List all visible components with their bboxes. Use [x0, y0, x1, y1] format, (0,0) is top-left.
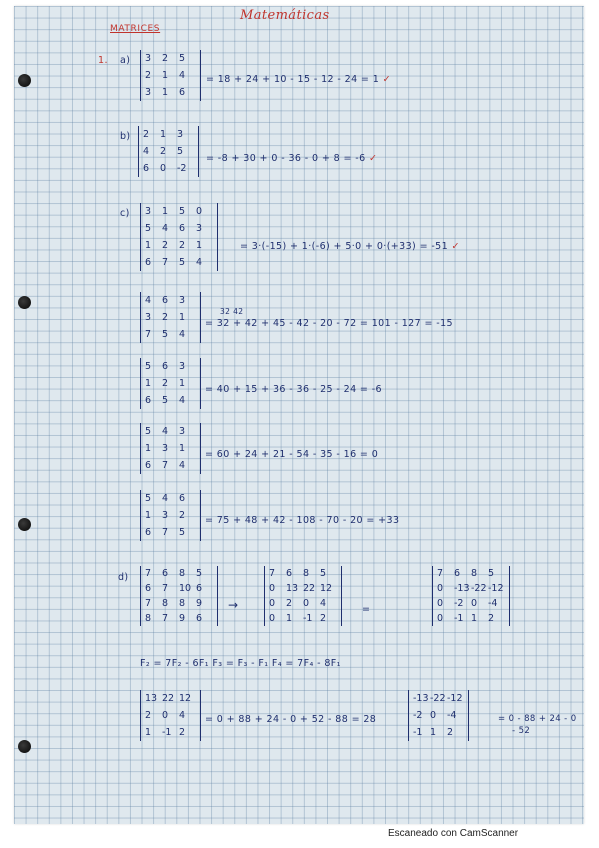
matrix-cell: 3	[196, 223, 203, 234]
scanner-watermark: Escaneado con CamScanner	[388, 828, 519, 839]
matrix-cell: 0	[437, 583, 444, 594]
matrix-row	[145, 440, 196, 457]
matrix-cell: 5	[145, 426, 152, 437]
matrix-cell: 3	[177, 129, 184, 140]
matrix-row	[145, 84, 196, 101]
matrix-cell: -13	[413, 693, 429, 704]
part-d-matrix-2	[264, 566, 342, 626]
matrix-row	[269, 611, 337, 626]
matrix-cell: -1	[303, 613, 313, 624]
matrix-cell: 3	[145, 53, 152, 64]
matrix-cell: 7	[437, 568, 444, 579]
matrix-row	[413, 724, 464, 741]
matrix-cell: 3	[145, 87, 152, 98]
matrix-cell: -22	[471, 583, 487, 594]
matrix-cell: 5	[179, 206, 186, 217]
matrix-cell: 6	[454, 568, 461, 579]
matrix-cell: 6	[286, 568, 293, 579]
matrix-cell: -4	[447, 710, 457, 721]
part-c-result: = 3·(-15) + 1·(-6) + 5·0 + 0·(+33) = -51 ✓	[240, 241, 460, 252]
binder-hole	[18, 296, 31, 309]
matrix-cell: 9	[179, 613, 186, 624]
matrix-row	[145, 707, 196, 724]
matrix-row	[145, 423, 196, 440]
matrix-cell: 2	[143, 129, 150, 140]
binder-hole	[18, 74, 31, 87]
matrix-cell: 5	[145, 493, 152, 504]
matrix-cell: -12	[488, 583, 504, 594]
matrix-cell: 6	[145, 395, 152, 406]
matrix-cell: 7	[162, 527, 169, 538]
matrix-cell: 1	[145, 240, 152, 251]
matrix-cell: 2	[162, 312, 169, 323]
matrix-row	[145, 254, 213, 271]
equals-sign: =	[362, 604, 371, 615]
matrix-cell: 7	[162, 583, 169, 594]
matrix-cell: 22	[303, 583, 316, 594]
matrix-cell: 6	[179, 87, 186, 98]
matrix-cell: 0	[437, 598, 444, 609]
matrix-cell: 0	[269, 598, 276, 609]
matrix-cell: 6	[162, 295, 169, 306]
matrix-row	[437, 611, 505, 626]
matrix-row	[145, 392, 196, 409]
matrix-row	[143, 126, 194, 143]
matrix-cell: 4	[320, 598, 327, 609]
matrix-row	[145, 237, 213, 254]
matrix-row	[145, 611, 213, 626]
matrix-cell: 1	[162, 70, 169, 81]
matrix-cell: 3	[145, 312, 152, 323]
part-d-matrix-1	[140, 566, 218, 626]
matrix-cell: 1	[145, 443, 152, 454]
matrix-cell: 2	[488, 613, 495, 624]
matrix-row	[145, 566, 213, 581]
matrix-cell: 0	[430, 710, 437, 721]
minor-1-result: = 32 + 42 + 45 - 42 - 20 - 72 = 101 - 127 = -15	[205, 318, 453, 329]
matrix-cell: 6	[162, 361, 169, 372]
matrix-cell: 6	[179, 493, 186, 504]
matrix-cell: 2	[162, 53, 169, 64]
matrix-cell: 0	[160, 163, 167, 174]
matrix-cell: 5	[145, 361, 152, 372]
matrix-cell: 1	[145, 510, 152, 521]
matrix-cell: 5	[179, 53, 186, 64]
check-mark: ✓	[382, 74, 391, 85]
matrix-cell: 22	[162, 693, 175, 704]
arrow-icon: →	[228, 598, 239, 612]
minor-3-result: = 60 + 24 + 21 - 54 - 35 - 16 = 0	[205, 449, 379, 460]
matrix-row	[145, 309, 196, 326]
matrix-cell: 6	[145, 527, 152, 538]
matrix-cell: 2	[447, 727, 454, 738]
matrix-cell: 7	[145, 329, 152, 340]
matrix-cell: 3	[179, 361, 186, 372]
matrix-row	[145, 457, 196, 474]
matrix-cell: 13	[286, 583, 299, 594]
matrix-cell: 1	[162, 206, 169, 217]
matrix-cell: 7	[162, 257, 169, 268]
matrix-row	[145, 524, 196, 541]
matrix-row	[269, 596, 337, 611]
matrix-cell: -12	[447, 693, 463, 704]
matrix-cell: 1	[179, 312, 186, 323]
matrix-cell: -4	[488, 598, 498, 609]
matrix-cell: 4	[179, 329, 186, 340]
matrix-cell: 1	[286, 613, 293, 624]
matrix-cell: 0	[437, 613, 444, 624]
matrix-cell: 12	[320, 583, 333, 594]
matrix-cell: 7	[145, 568, 152, 579]
matrix-cell: 13	[145, 693, 158, 704]
matrix-cell: 8	[179, 568, 186, 579]
matrix-cell: 2	[320, 613, 327, 624]
matrix-cell: 7	[145, 598, 152, 609]
matrix-cell: 2	[160, 146, 167, 157]
matrix-cell: 2	[179, 727, 186, 738]
part-d-minor-2-result: = 0 - 88 + 24 - 0	[498, 714, 577, 724]
matrix-cell: 1	[471, 613, 478, 624]
matrix-cell: -2	[413, 710, 423, 721]
matrix-row	[145, 690, 196, 707]
matrix-row	[413, 707, 464, 724]
matrix-row	[145, 358, 196, 375]
matrix-cell: 7	[162, 613, 169, 624]
matrix-cell: -2	[454, 598, 464, 609]
matrix-cell: 8	[162, 598, 169, 609]
matrix-cell: 12	[179, 693, 192, 704]
matrix-cell: 5	[196, 568, 203, 579]
matrix-cell: 3	[179, 295, 186, 306]
part-d-minor-1-result: = 0 + 88 + 24 - 0 + 52 - 88 = 28	[205, 714, 377, 725]
matrix-cell: 0	[471, 598, 478, 609]
part-a-result: = 18 + 24 + 10 - 15 - 12 - 24 = 1 ✓	[206, 74, 391, 85]
matrix-cell: 4	[179, 710, 186, 721]
matrix-cell: 1	[430, 727, 437, 738]
matrix-cell: 6	[162, 568, 169, 579]
matrix-cell: 1	[160, 129, 167, 140]
matrix-cell: 5	[488, 568, 495, 579]
matrix-cell: -1	[454, 613, 464, 624]
matrix-row	[437, 596, 505, 611]
matrix-cell: 1	[145, 378, 152, 389]
matrix-row	[145, 507, 196, 524]
matrix-cell: 8	[145, 613, 152, 624]
matrix-cell: 0	[269, 613, 276, 624]
matrix-cell: 4	[162, 426, 169, 437]
minor-matrix-4	[140, 490, 201, 541]
part-d-label: d)	[118, 572, 129, 583]
matrix-cell: 2	[145, 710, 152, 721]
matrix-cell: 5	[162, 329, 169, 340]
matrix-cell: 6	[145, 257, 152, 268]
matrix-cell: 4	[179, 460, 186, 471]
matrix-row	[143, 143, 194, 160]
minor-matrix-2	[140, 358, 201, 409]
matrix-cell: 2	[145, 70, 152, 81]
matrix-cell: 1	[196, 240, 203, 251]
matrix-cell: 2	[162, 240, 169, 251]
matrix-cell: 6	[196, 583, 203, 594]
matrix-cell: 5	[177, 146, 184, 157]
matrix-cell: 0	[162, 710, 169, 721]
matrix-row	[145, 67, 196, 84]
matrix-cell: 3	[145, 206, 152, 217]
matrix-row	[269, 566, 337, 581]
matrix-cell: -13	[454, 583, 470, 594]
notebook-page	[14, 6, 584, 824]
matrix-row	[145, 50, 196, 67]
matrix-row	[145, 596, 213, 611]
matrix-cell: -22	[430, 693, 446, 704]
matrix-cell: 4	[145, 295, 152, 306]
matrix-cell: -2	[177, 163, 187, 174]
matrix-cell: 4	[143, 146, 150, 157]
minor-matrix-3	[140, 423, 201, 474]
matrix-row	[437, 581, 505, 596]
matrix-row	[145, 724, 196, 741]
matrix-cell: 3	[162, 443, 169, 454]
part-a-label: a)	[120, 55, 131, 66]
matrix-cell: 6	[179, 223, 186, 234]
minor-2-result: = 40 + 15 + 36 - 36 - 25 - 24 = -6	[205, 384, 382, 395]
part-b-matrix	[138, 126, 199, 177]
check-mark: ✓	[451, 241, 460, 252]
part-b-label: b)	[120, 131, 131, 142]
matrix-cell: 7	[162, 460, 169, 471]
matrix-cell: 0	[196, 206, 203, 217]
matrix-cell: 7	[269, 568, 276, 579]
matrix-cell: 1	[179, 443, 186, 454]
matrix-cell: 8	[471, 568, 478, 579]
part-d-minor-2	[408, 690, 469, 741]
matrix-row	[145, 220, 213, 237]
matrix-cell: 4	[196, 257, 203, 268]
matrix-cell: 6	[145, 460, 152, 471]
matrix-cell: 6	[143, 163, 150, 174]
matrix-cell: 5	[179, 527, 186, 538]
matrix-row	[145, 581, 213, 596]
matrix-cell: 2	[162, 378, 169, 389]
matrix-row	[145, 292, 196, 309]
matrix-cell: 8	[303, 568, 310, 579]
matrix-cell: 2	[179, 510, 186, 521]
matrix-cell: 3	[179, 426, 186, 437]
matrix-cell: 2	[286, 598, 293, 609]
matrix-row	[143, 160, 194, 177]
matrix-cell: 4	[179, 70, 186, 81]
matrix-cell: 5	[145, 223, 152, 234]
matrix-cell: -1	[162, 727, 172, 738]
part-d-minor-1	[140, 690, 201, 741]
part-a-matrix	[140, 50, 201, 101]
matrix-cell: 4	[162, 223, 169, 234]
minor-1-corrections: 32 42	[220, 307, 244, 316]
matrix-cell: 4	[162, 493, 169, 504]
matrix-cell: 1	[145, 727, 152, 738]
matrix-cell: 5	[179, 257, 186, 268]
matrix-row	[145, 375, 196, 392]
minor-4-result: = 75 + 48 + 42 - 108 - 70 - 20 = +33	[205, 515, 400, 526]
matrix-cell: 5	[162, 395, 169, 406]
matrix-cell: 0	[269, 583, 276, 594]
matrix-cell: 1	[162, 87, 169, 98]
matrix-cell: 0	[303, 598, 310, 609]
part-c-label: c)	[120, 208, 130, 219]
binder-hole	[18, 740, 31, 753]
page-title: Matemáticas	[240, 8, 330, 23]
matrix-cell: 1	[179, 378, 186, 389]
matrix-cell: 6	[196, 613, 203, 624]
matrix-row	[145, 490, 196, 507]
matrix-cell: 8	[179, 598, 186, 609]
minor-matrix-1	[140, 292, 201, 343]
matrix-row	[145, 203, 213, 220]
part-d-minor-2-result-line2: - 52	[512, 726, 531, 736]
matrix-cell: 3	[162, 510, 169, 521]
matrix-row	[437, 566, 505, 581]
matrix-cell: 4	[179, 395, 186, 406]
matrix-cell: 9	[196, 598, 203, 609]
binder-hole	[18, 518, 31, 531]
part-d-matrix-3	[432, 566, 510, 626]
part-b-result: = -8 + 30 + 0 - 36 - 0 + 8 = -6 ✓	[206, 153, 378, 164]
section-heading: MATRICES	[110, 24, 161, 34]
matrix-row	[145, 326, 196, 343]
part-c-matrix	[140, 203, 218, 271]
matrix-cell: 5	[320, 568, 327, 579]
matrix-cell: 6	[145, 583, 152, 594]
matrix-cell: 10	[179, 583, 192, 594]
matrix-row	[413, 690, 464, 707]
matrix-row	[269, 581, 337, 596]
matrix-cell: 2	[179, 240, 186, 251]
check-mark: ✓	[369, 153, 378, 164]
matrix-cell: -1	[413, 727, 423, 738]
exercise-number: 1.	[98, 55, 108, 66]
row-operations: F₂ = 7F₂ - 6F₁ F₃ = F₃ - F₁ F₄ = 7F₄ - 8F₁	[140, 658, 341, 669]
